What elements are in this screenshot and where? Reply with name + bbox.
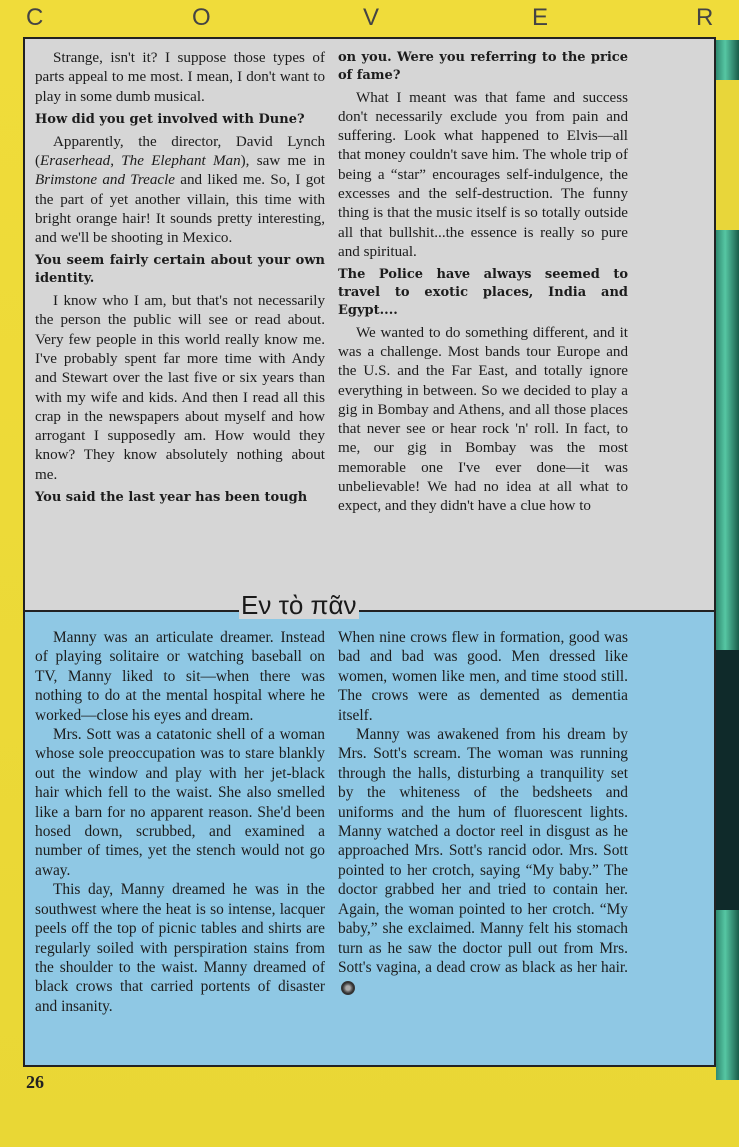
- story-paragraph: When nine crows flew in formation, good was bad and bad was good. Men dressed like women, women like men, and time stood still. The crows were as demented as dementia itself.: [338, 629, 628, 724]
- answer-paragraph: We wanted to do something different, and it was a challenge. Most bands tour Europe and the U.S. and the Far East, and totally ignore everything in between. So we decided to play a gig in Bombay and Athens, and all those places that never see or hear rock 'n' roll. In fact, to me, our gig in Bombay was the most memorable one I've ever done—it was unbelievable! We had no idea at all what to expect, and they didn't have a clue how to: [338, 324, 628, 515]
- header-letter-e: E: [532, 4, 550, 31]
- question-tough-year: You said the last year has been tough: [35, 490, 308, 506]
- interview-column-2: [338, 49, 628, 517]
- story-paragraph: Mrs. Sott was a catatonic shell of a woman whose sole preoccupation was to stare blankly out the window and play with her jet-black hair which fell to the waist. She also smelled like a barn for no apparent reason. She'd been hosed down, scrubbed, and examined a number of times, yet the stench would not go away.: [35, 726, 325, 879]
- answer-paragraph: Apparently, the director, David Lynch (Eraserhead, The Elephant Man), saw me in Brimstone and Treacle and liked me. So, I got the part of yet another villain, this time with bright orange hair! It sounds pretty interesting, and we'll be shooting in Mexico.: [35, 133, 325, 247]
- header-letter-v: V: [363, 4, 381, 31]
- story-box: [23, 610, 716, 1067]
- cover-header: [0, 4, 739, 34]
- header-letter-c: C: [26, 4, 45, 31]
- interview-column-1: [35, 49, 325, 511]
- end-mark-icon: [341, 981, 355, 995]
- strip-dark-part: [716, 650, 739, 910]
- section-title: Εν τὸ πᾶν: [241, 590, 357, 620]
- page-number: 26: [26, 1072, 44, 1092]
- header-letter-o: O: [192, 4, 212, 31]
- story-paragraph: Manny was an articulate dreamer. Instead of playing solitaire or watching baseball on TV, Manny liked to sit—when there was nothing to do at the mental hospital where he worked—close his eyes and dream.: [35, 629, 325, 724]
- question-dune: How did you get involved with Dune?: [35, 111, 305, 127]
- story-paragraph: This day, Manny dreamed he was in the southwest where the heat is so intense, lacquer peels off the top of picnic tables and shirts are regularly soiled with perspiration stains from the shoulder to the waist. Manny dreamed of black crows that carried portents of disaster and insanity.: [35, 881, 325, 1015]
- answer-paragraph: What I meant was that fame and success don't necessarily exclude you from pain and suffering. Look what happened to Elvis—all that money couldn't save him. The whole trip of being a “star” encourages self-indulgence, the excesses and the self-destruction. The funny thing is that the music itself is so totally outside all that bullshit...the essence is really so pure and spiritual.: [338, 89, 628, 260]
- story-paragraph: Manny was awakened from his dream by Mrs. Sott's scream. The woman was running through the halls, disturbing a tranquility set by the whiteness of the bedsheets and uniforms and the hum of fluorescent lights. Manny watched a doctor reel in disgust as he approached Mrs. Sott's rancid odor. Mrs. Sott pointed to her crotch, saying “My baby.” The doctor grabbed her and tried to contain her. Again, the woman pointed to her crotch. “My baby,” she exclaimed. Manny felt his stomach turn as he saw the doctor pull out from Mrs. Sott's vagina, a dead crow as black as her hair.: [338, 725, 628, 997]
- story-column-1: [35, 628, 325, 1016]
- question-identity: You seem fairly certain about your own identity.: [35, 253, 325, 287]
- question-exotic-places: The Police have always seemed to travel to exotic places, India and Egypt....: [338, 267, 628, 318]
- answer-paragraph: Strange, isn't it? I suppose those types of parts appeal to me most. I mean, I don't want to play in some dumb musical.: [35, 50, 325, 105]
- answer-paragraph: I know who I am, but that's not necessarily the person the public will see or read about. Very few people in this world really know me. I've probably spent far more time with Andy and Stewart over the last five or six years than with my wife and kids. And then I read all this crap in the newspapers about myself and how arrogant I supposedly am. How would they know? They know absolutely nothing about me.: [35, 293, 325, 483]
- header-letter-r: R: [696, 4, 715, 31]
- interview-box: [23, 37, 716, 610]
- strip-yellow-part: [716, 80, 739, 230]
- story-column-2: [338, 628, 628, 997]
- decorative-side-strip: [716, 40, 739, 1080]
- question-fame: on you. Were you referring to the price of fame?: [338, 50, 628, 83]
